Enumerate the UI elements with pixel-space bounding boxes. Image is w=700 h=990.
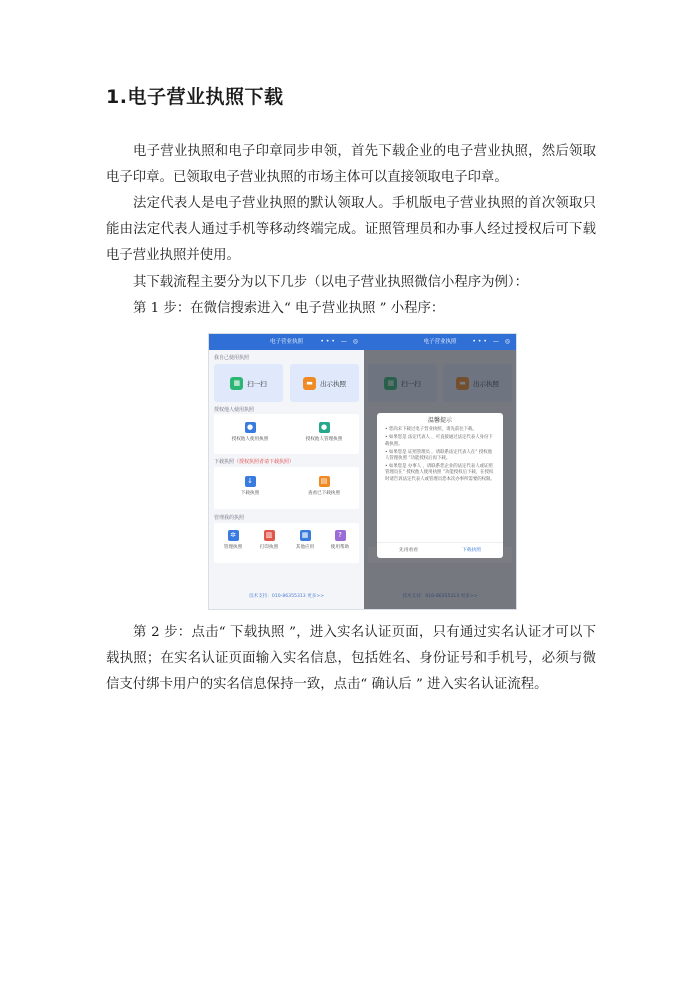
view-downloaded-label: 查看已下载执照 [307, 491, 341, 496]
later-button: 先再看看 [398, 548, 419, 553]
other-apps-item [288, 530, 322, 550]
dialog-line-2: • 如果您是 法定代表人 ，可直接通过法定代表人身份下载执照。 [385, 435, 493, 447]
download-label: 下载执照 [240, 491, 260, 496]
paragraph-3: 其下载流程主要分为以下几步（以电子营业执照微信小程序为例）： [133, 275, 529, 290]
auth-manage-item [294, 422, 354, 442]
paragraph-step-1: 第 1 步：在微信搜索进入“ 电子营业执照 ” 小程序： [133, 301, 445, 316]
paragraph-2: 法定代表人是电子营业执照的默认领取人。手机版电子营业执照的首次领取只能由法定代表人通过手机等移动终端完成。证照管理员和办事人经过授权后可下载电子营业执照并使用。 [106, 196, 596, 263]
section-download [214, 458, 294, 465]
download-item [220, 476, 280, 496]
dialog-line-1: • 您尚未下载过电子营业执照，请先前往下载。 [385, 427, 477, 433]
printer-icon: ▥ [264, 530, 275, 541]
support-line: 技术支持：010-86355313 更多>> [248, 594, 325, 599]
section-manage: 管理我的执照 [214, 515, 245, 521]
help-icon: ? [335, 530, 346, 541]
paragraph-step-2: 第 2 步：点击“ 下载执照 ”，进入实名认证页面，只有通过实名认证才可以下载执照；在实名认证页面输入实名信息，包括姓名、身份证号和手机号，必须与微信支付绑卡用户的实名信息保持一致，点击“ 确认后 ” 进入实名认证流程。 [106, 625, 596, 692]
download-icon: ↓ [245, 476, 256, 487]
window-controls: ••• — ◎ [320, 338, 360, 345]
dialog-line-4: • 如果您是 办事人 ，请联系您企业的法定代表人或证照管理员在“ 授权他人使用执照 ”功能授权后下载，在授权时请告诉法定代表人或管理员您本次办事所需要的权限。 [385, 464, 495, 482]
section-self: 我自己使用执照 [214, 355, 250, 361]
other-apps-label: 其他应用 [295, 545, 315, 550]
print-item [252, 530, 286, 550]
show-license-label: 出示执照 [320, 379, 346, 388]
grid-icon: ▦ [300, 530, 311, 541]
print-label: 打印执照 [259, 545, 279, 550]
manage-label: 管理执照 [223, 545, 243, 550]
auth-use-item [220, 422, 280, 442]
title-bar-right [364, 334, 516, 350]
gear-icon: ✲ [228, 530, 239, 541]
help-label: 使用帮助 [330, 545, 350, 550]
scan-button [214, 364, 283, 402]
window-title-right: 电子营业执照 [423, 339, 457, 345]
document-icon: ▤ [319, 476, 330, 487]
manage-card [214, 523, 359, 563]
dialog-buttons [377, 542, 503, 558]
section-download-note: （授权执照者请下载执照） [234, 459, 295, 465]
section-auth: 授权他人使用执照 [214, 407, 255, 413]
mini-program-screenshot [208, 333, 517, 610]
notice-dialog [377, 413, 503, 558]
section-download-label: 下载执照 [214, 459, 235, 465]
dialog-line-3: • 如果您是 证照管理员 ，请联系法定代表人在“ 授权他人管理执照 ”功能授权后再下载。 [385, 449, 493, 462]
scan-label: 扫一扫 [247, 379, 267, 388]
view-downloaded-item [294, 476, 354, 496]
download-card [214, 467, 359, 509]
paragraph-1: 电子营业执照和电子印章同步申领，首先下载企业的电子营业执照，然后领取电子印章。已领取电子营业执照的市场主体可以直接领取电子印章。 [106, 144, 596, 185]
show-license-button [290, 364, 359, 402]
help-item [323, 530, 357, 550]
scan-icon: ▦ [230, 377, 243, 390]
right-pane [364, 334, 516, 609]
download-button: 下载执照 [461, 548, 482, 553]
user-icon: ● [245, 422, 256, 433]
title-bar [209, 334, 364, 350]
left-pane [209, 334, 364, 609]
user-manage-icon: ● [319, 422, 330, 433]
window-controls-right: ••• — ◎ [472, 338, 512, 345]
license-card-icon: ▬ [303, 377, 316, 390]
dialog-title: 温馨提示 [427, 417, 452, 424]
section-heading: 1.电子营业执照下载 [106, 86, 284, 108]
window-title: 电子营业执照 [269, 339, 303, 345]
auth-use-label: 授权他人使用执照 [231, 437, 269, 442]
manage-item [216, 530, 250, 550]
auth-manage-label: 授权他人管理执照 [305, 437, 343, 442]
auth-card [214, 414, 359, 454]
